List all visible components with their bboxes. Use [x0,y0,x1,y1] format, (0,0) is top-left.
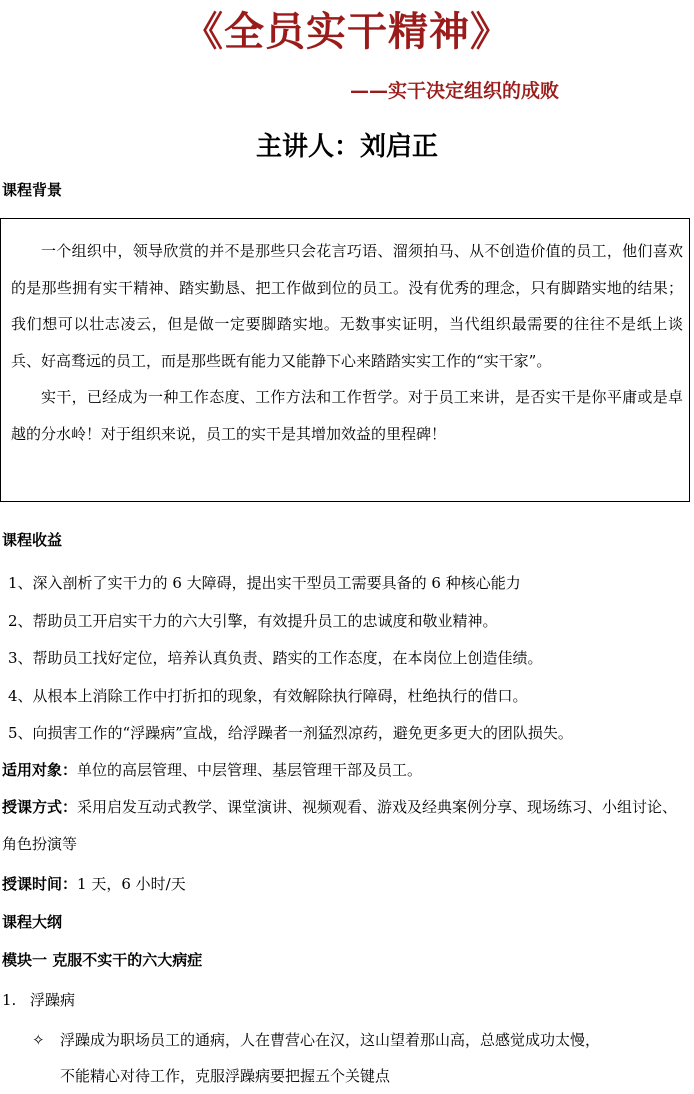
method-row [2,789,692,863]
bullet-line-1: 浮躁成为职场员工的通病，人在曹营心在汉，这山望着那山高，总感觉成功太慢， [60,1031,601,1049]
speaker-line: 主讲人：刘启正 [255,132,438,162]
benefit-item: 5、向损害工作的“浮躁病”宣战，给浮躁者一剂猛烈凉药，避免更多更大的团队损失。 [8,724,573,742]
bullet-line-2: 不能精心对待工作，克服浮躁病要把握五个关键点 [60,1067,391,1085]
benefits-heading: 课程收益 [2,531,63,549]
benefit-item: 4、从根本上消除工作中打折扣的现象，有效解除执行障碍，杜绝执行的借口。 [8,686,528,705]
benefit-item: 3、帮助员工找好定位，培养认真负责、踏实的工作态度，在本岗位上创造佳绩。 [8,649,543,667]
time-label: 授课时间： [2,875,78,893]
outline-item-number: 1. [2,991,17,1009]
audience-value: 单位的高层管理、中层管理、基层管理干部及员工。 [77,761,423,779]
time-row [2,866,692,903]
document-title: 《全员实干精神》 [183,9,511,55]
method-value: 采用启发互动式教学、课堂演讲、视频观看、游戏及经典案例分享、现场练习、小组讨论、角色扮演等 [2,798,678,853]
background-heading: 课程背景 [2,181,63,199]
module-title: 模块一 克服不实干的六大病症 [2,951,203,969]
diamond-bullet-icon: ✧ [32,1031,45,1049]
outline-bullet [32,1022,688,1094]
audience-label: 适用对象： [2,761,78,779]
time-value: 1 天，6 小时/天 [77,875,186,893]
background-paragraph-2: 实干，已经成为一种工作态度、工作方法和工作哲学。对于员工来讲，是否实干是你平庸或是卓越的分水岭！对于组织来说，员工的实干是其增加效益的里程碑！ [11,388,683,443]
audience-row [2,752,692,789]
outline-item [2,986,75,1014]
outline-heading: 课程大纲 [2,913,63,931]
document-subtitle: ——实干决定组织的成败 [350,80,560,102]
outline-item-title: 浮躁病 [30,991,76,1009]
benefits-list [8,565,692,753]
method-label: 授课方式： [2,798,78,816]
background-box [0,218,690,502]
background-paragraph-1: 一个组织中，领导欣赏的并不是那些只会花言巧语、溜须拍马、从不创造价值的员工，他们喜欢的是那些拥有实干精神、踏实勤恳、把工作做到位的员工。没有优秀的理念，只有脚踏实地的结果；我们想可以壮志凌云，但是做一定要脚踏实地。无数事实证明，当代组织最需要的往往不是纸上谈兵、好高骛远的员工，而是那些既有能力又能静下心来踏踏实实工作的“实干家”。 [11,242,683,370]
benefit-item: 2、帮助员工开启实干力的六大引擎，有效提升员工的忠诚度和敬业精神。 [8,611,498,630]
benefit-item: 1、深入剖析了实干力的 6 大障碍，提出实干型员工需要具备的 6 种核心能力 [8,574,521,592]
